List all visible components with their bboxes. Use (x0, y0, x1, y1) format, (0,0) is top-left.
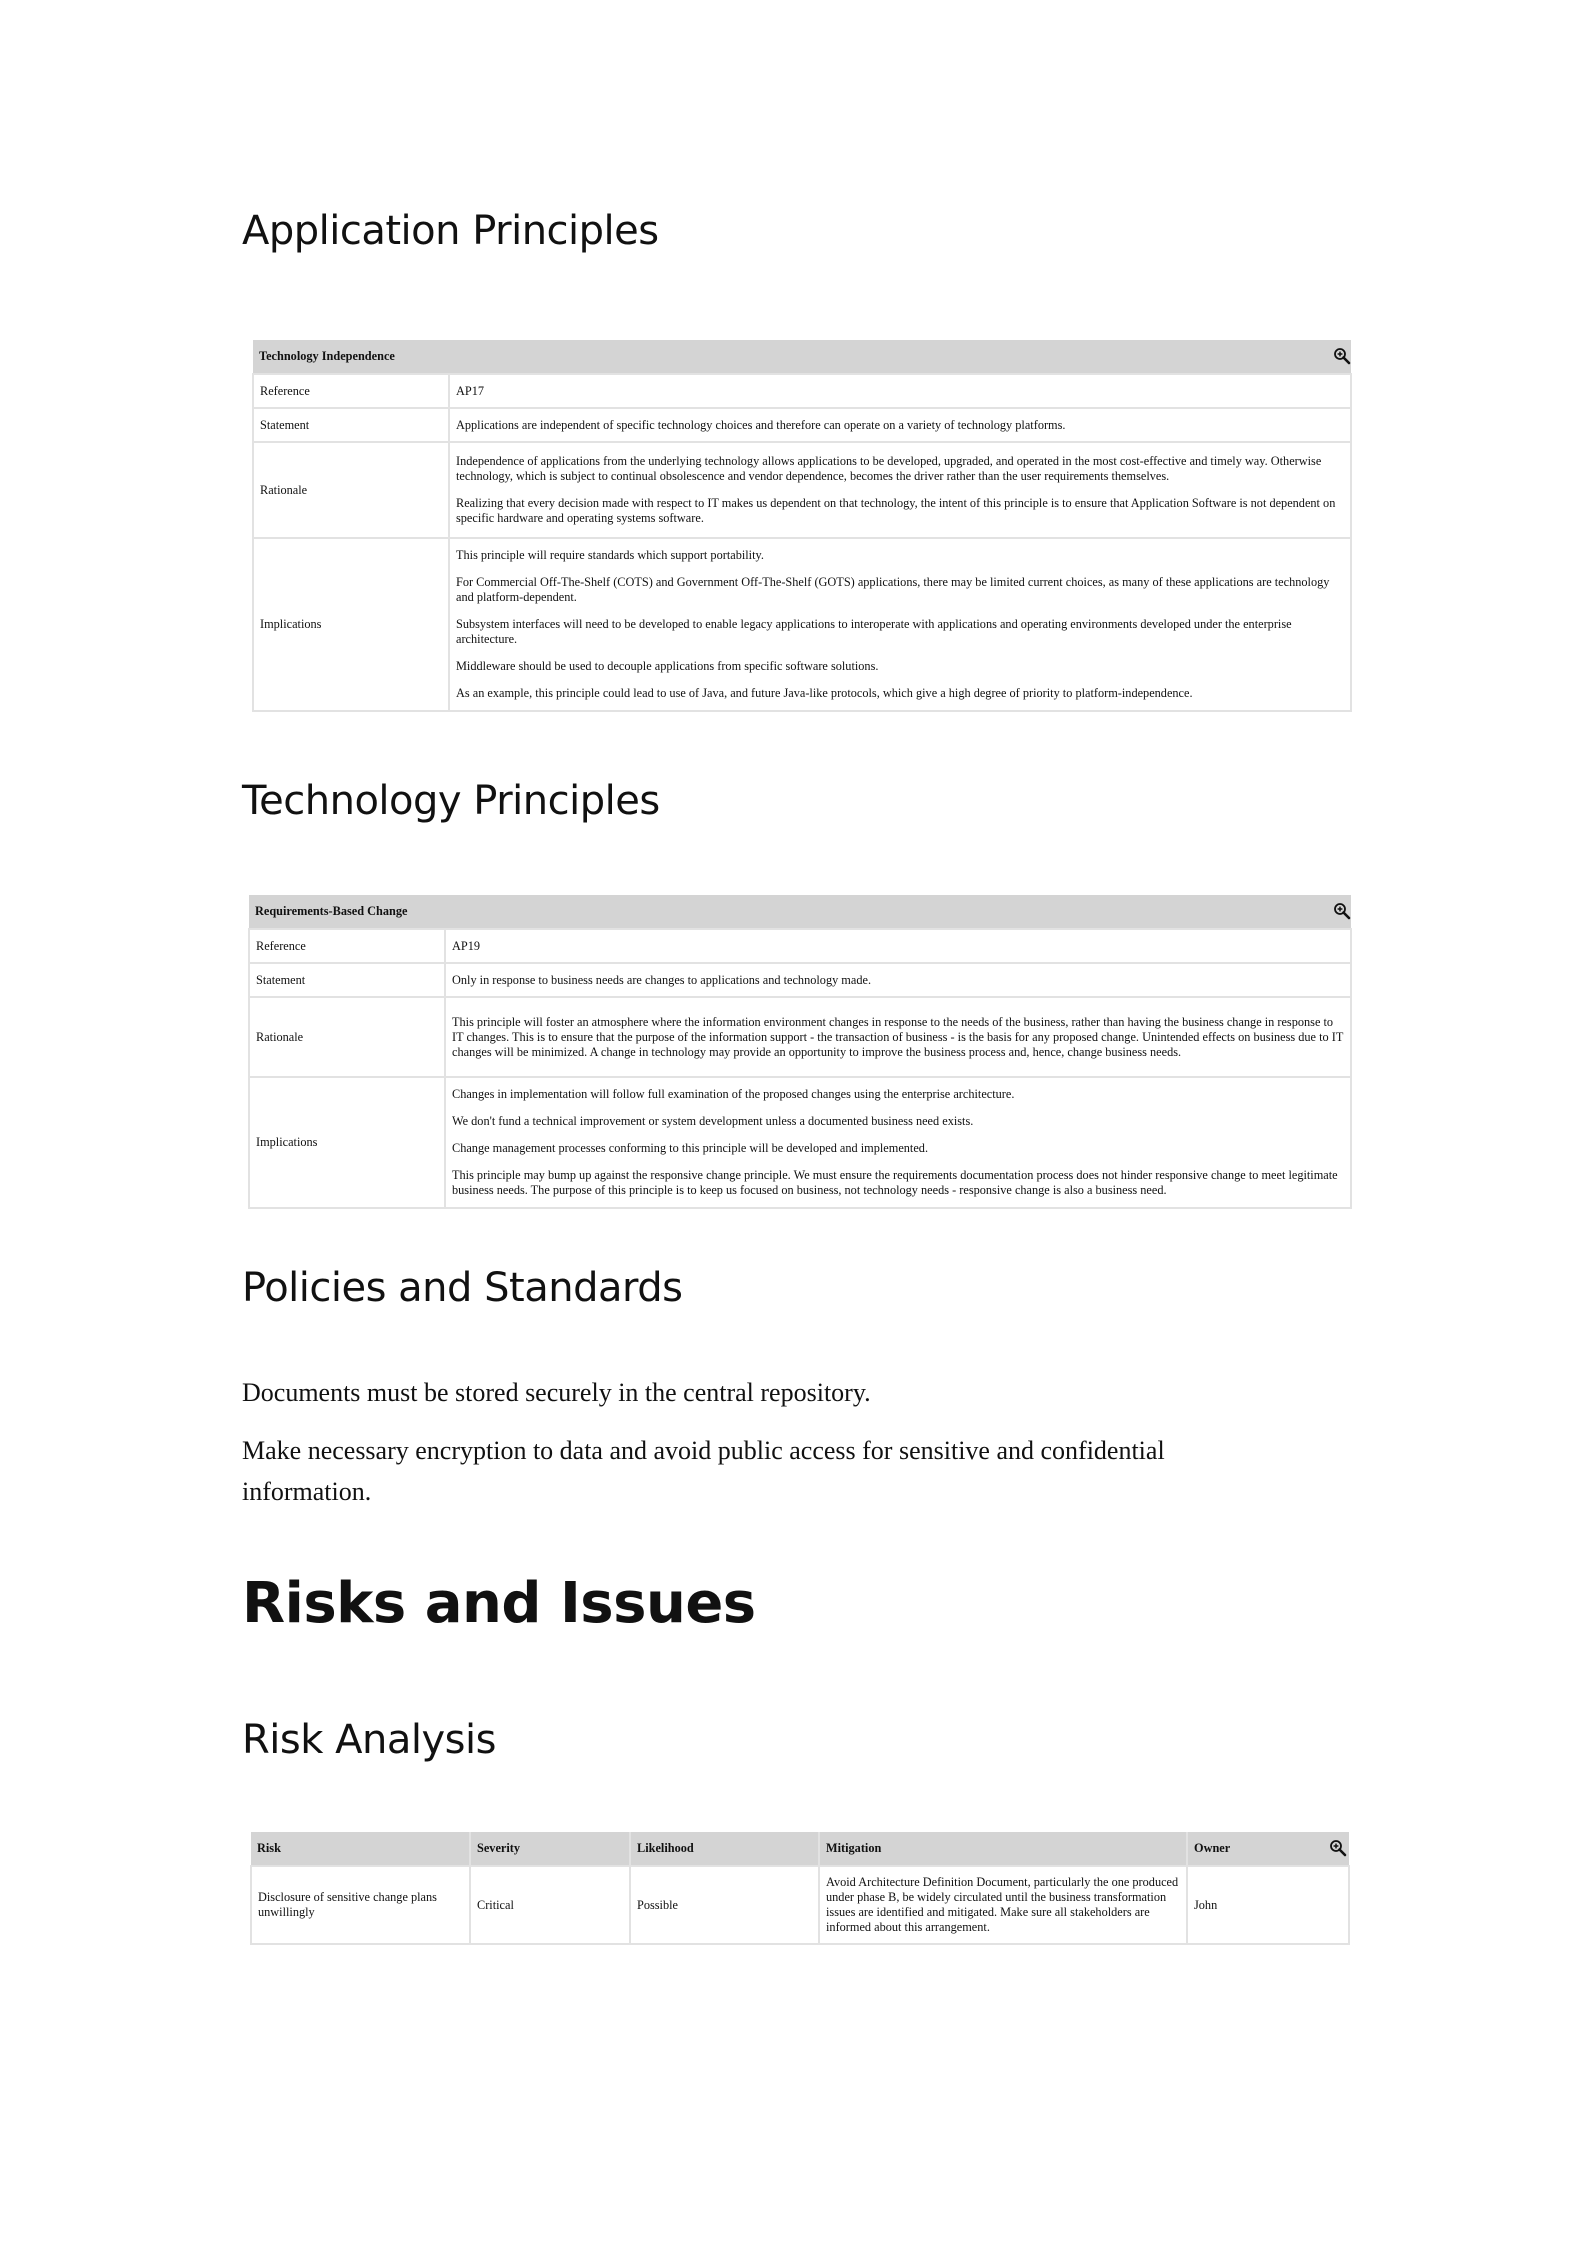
table-header-row (251, 1832, 1349, 1866)
rationale-paragraph: Realizing that every decision made with respect to IT makes us dependent on that technology, the intent of this principle is to ensure that Application Software is not dependent on specific hardware and operating systems software. (456, 496, 1336, 525)
rationale-paragraph: This principle will foster an atmosphere where the information environment changes in response to the needs of the business, rather than having the business change in response to IT changes. This is to ensure that the purpose of the information support - the transaction of business - is the basis for any proposed change. Unintended effects on business due to IT changes will be minimized. A change in technology may provide an opportunity to improve the business process and, hence, change business needs. (452, 1014, 1344, 1059)
table-row (251, 1866, 1349, 1944)
column-header-risk: Risk (251, 1832, 470, 1866)
principle-title-text: Technology Independence (259, 349, 395, 363)
row-label: Statement (249, 963, 445, 997)
policy-paragraph: Documents must be stored securely in the central repository. (242, 1378, 871, 1407)
table-row-rationale (249, 997, 1351, 1077)
reference-value: AP19 (445, 929, 1351, 963)
heading-risk-analysis: Risk Analysis (242, 1717, 496, 1763)
row-label: Statement (253, 408, 449, 442)
heading-policies-and-standards: Policies and Standards (242, 1265, 683, 1311)
principle-table-requirements-based-change (248, 895, 1352, 1209)
principle-table-technology-independence (252, 340, 1352, 712)
zoom-in-icon[interactable] (1333, 902, 1351, 920)
row-label: Rationale (249, 997, 445, 1077)
row-label: Reference (253, 374, 449, 408)
reference-value: AP17 (449, 374, 1351, 408)
heading-technology-principles: Technology Principles (242, 778, 660, 824)
statement-value: Only in response to business needs are changes to applications and technology made. (445, 963, 1351, 997)
table-row-rationale (253, 442, 1351, 538)
implications-paragraph: As an example, this principle could lead to use of Java, and future Java-like protocols, which give a high degree of priority to platform-independence. (456, 686, 1193, 700)
risk-cell: Disclosure of sensitive change plans unwillingly (251, 1866, 470, 1944)
principle-title (249, 895, 1351, 929)
implications-value (445, 1077, 1351, 1208)
column-header-mitigation: Mitigation (819, 1832, 1187, 1866)
heading-risks-and-issues: Risks and Issues (242, 1571, 756, 1636)
implications-paragraph: This principle may bump up against the responsive change principle. We must ensure the requirements documentation process does not hinder responsive change to meet legitimate business needs. The purpose of this principle is to keep us focused on business, not technology needs - responsive change is also a business need. (452, 1168, 1338, 1197)
table-row-implications (249, 1077, 1351, 1208)
principle-title (253, 340, 1351, 374)
row-label: Reference (249, 929, 445, 963)
risk-analysis-table (250, 1832, 1350, 1945)
zoom-in-icon[interactable] (1333, 347, 1351, 365)
implications-paragraph: Change management processes conforming to this principle will be developed and implemented. (452, 1141, 929, 1155)
row-label: Implications (249, 1077, 445, 1208)
principle-title-text: Requirements-Based Change (255, 904, 408, 918)
column-header-likelihood: Likelihood (630, 1832, 819, 1866)
rationale-value (449, 442, 1351, 538)
table-header-row (249, 895, 1351, 929)
mitigation-cell: Avoid Architecture Definition Document, particularly the one produced under phase B, be widely circulated until the business transformation issues are identified and mitigated. Make sure all stakeholders are informed about this arrangement. (819, 1866, 1187, 1944)
table-row-reference (249, 929, 1351, 963)
implications-paragraph: Subsystem interfaces will need to be developed to enable legacy applications to interoperate with applications and operating environments developed under the enterprise architecture. (456, 617, 1292, 646)
likelihood-cell: Possible (630, 1866, 819, 1944)
implications-paragraph: For Commercial Off-The-Shelf (COTS) and Government Off-The-Shelf (GOTS) applications, there may be limited current choices, as many of these applications are technology and platform-dependent. (456, 575, 1330, 604)
column-header-severity: Severity (470, 1832, 630, 1866)
row-label: Rationale (253, 442, 449, 538)
rationale-paragraph: Independence of applications from the underlying technology allows applications to be developed, upgraded, and operated in the most cost-effective and timely way. Otherwise technology, which is subject to continual obsolescence and vendor dependence, becomes the driver rather than the user requirements themselves. (456, 454, 1322, 483)
table-row-reference (253, 374, 1351, 408)
column-header-owner-text: Owner (1194, 1841, 1231, 1855)
table-row-statement (253, 408, 1351, 442)
row-label: Implications (253, 538, 449, 711)
implications-paragraph: We don't fund a technical improvement or system development unless a documented business need exists. (452, 1114, 974, 1128)
column-header-owner (1187, 1832, 1349, 1866)
severity-cell: Critical (470, 1866, 630, 1944)
implications-value (449, 538, 1351, 711)
implications-paragraph: Middleware should be used to decouple applications from specific software solutions. (456, 659, 879, 673)
table-row-implications (253, 538, 1351, 711)
rationale-value (445, 997, 1351, 1077)
zoom-in-icon[interactable] (1329, 1839, 1347, 1857)
table-header-row (253, 340, 1351, 374)
policy-paragraph: Make necessary encryption to data and avoid public access for sensitive and confidential information. (242, 1436, 1165, 1506)
table-row-statement (249, 963, 1351, 997)
implications-paragraph: Changes in implementation will follow full examination of the proposed changes using the enterprise architecture. (452, 1087, 1015, 1101)
implications-paragraph: This principle will require standards which support portability. (456, 548, 764, 562)
owner-cell: John (1187, 1866, 1349, 1944)
heading-application-principles: Application Principles (242, 208, 659, 254)
statement-value: Applications are independent of specific technology choices and therefore can operate on a variety of technology platforms. (449, 408, 1351, 442)
